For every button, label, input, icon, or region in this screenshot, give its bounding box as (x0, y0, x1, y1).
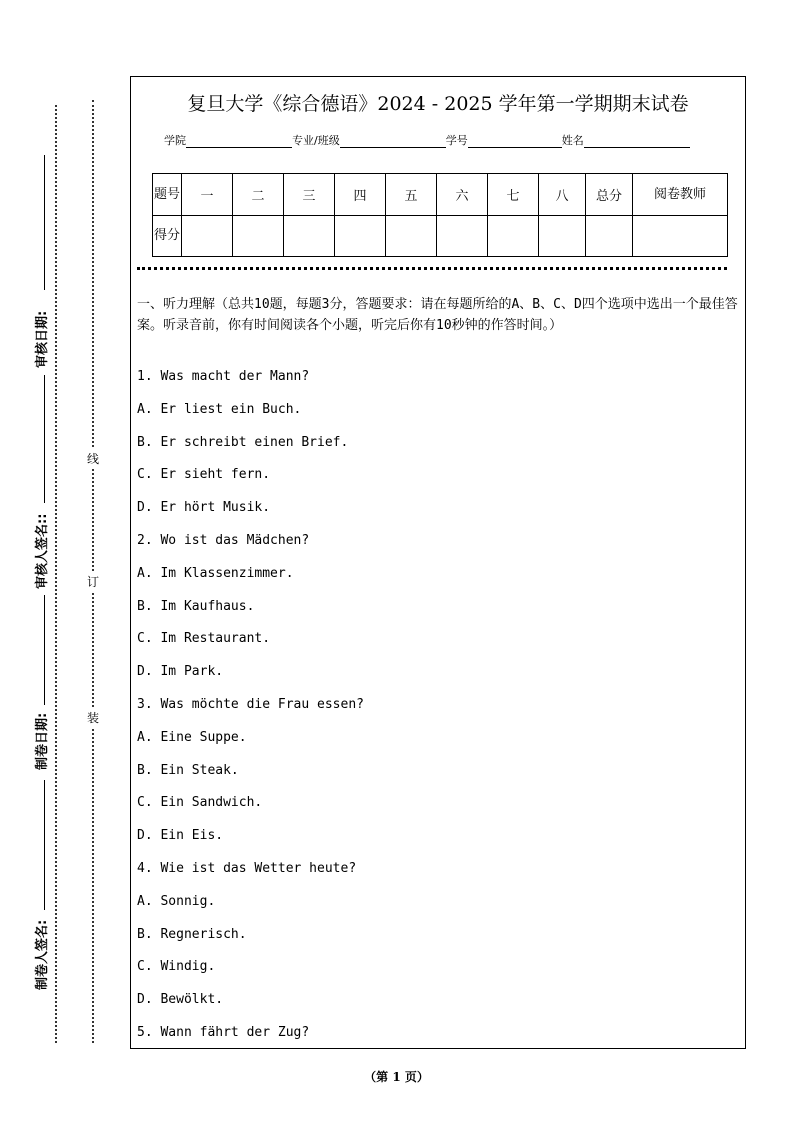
answer-option: A. Sonnig. (137, 893, 216, 909)
answer-option: C. Windig. (137, 959, 216, 975)
col-4: 四 (335, 174, 386, 216)
score-cell[interactable] (233, 216, 284, 257)
reviewer-sign-label: 审核人签名:: (35, 513, 50, 589)
col-grader: 阅卷教师 (633, 174, 728, 216)
score-cell[interactable] (488, 216, 539, 257)
answer-option: A. Im Klassenzimmer. (137, 565, 294, 581)
page-footer: （第 1 页） (364, 1070, 429, 1084)
col-6: 六 (437, 174, 488, 216)
answer-option: A. Eine Suppe. (137, 729, 247, 745)
answer-option: D. Ein Eis. (137, 828, 224, 844)
score-cell[interactable] (386, 216, 437, 257)
col-2: 二 (233, 174, 284, 216)
question-stem: 4. Wie ist das Wetter heute? (137, 861, 357, 876)
answer-option: D. Bewölkt. (137, 992, 224, 1008)
score-cell[interactable] (335, 216, 386, 257)
name-label: 姓名 (561, 134, 584, 147)
col-8: 八 (539, 174, 586, 216)
student-info-row (164, 132, 690, 148)
answer-option: C. Er sieht fern. (137, 467, 271, 483)
make-date-label: 制卷日期: (35, 712, 50, 770)
answer-option: D. Im Park. (137, 664, 224, 680)
question-stem: 5. Wann fährt der Zug? (137, 1025, 310, 1040)
col-3: 三 (284, 174, 335, 216)
answer-option: B. Im Kaufhaus. (137, 598, 255, 614)
answer-option: D. Er hört Musik. (137, 500, 271, 516)
score-cell-grader[interactable] (633, 216, 728, 257)
exam-frame (130, 76, 746, 1049)
binding-dotted-line-outer (55, 105, 57, 1043)
col-total: 总分 (586, 174, 633, 216)
row-label-question: 题号 (153, 174, 182, 216)
question-stem: 3. Was möchte die Frau essen? (137, 697, 364, 712)
score-cell[interactable] (182, 216, 233, 257)
score-table-score-row (153, 216, 728, 257)
row-label-score: 得分 (153, 216, 182, 257)
exam-title: 复旦大学《综合德语》2024 - 2025 学年第一学期期末试卷 (187, 93, 689, 115)
review-date-label: 审核日期: (35, 310, 50, 368)
answer-option: C. Im Restaurant. (137, 631, 271, 647)
score-table (152, 173, 728, 257)
answer-option: B. Ein Steak. (137, 762, 239, 778)
score-cell-total[interactable] (586, 216, 633, 257)
seal-bind-char: 订 (87, 571, 99, 592)
major-label: 专业/班级 (292, 134, 340, 147)
seal-fold-char: 装 (87, 707, 99, 728)
question-stem: 2. Wo ist das Mädchen? (137, 533, 310, 548)
section-intro: 一、听力理解（总共10题，每题3分，答题要求：请在每题所给的A、B、C、D四个选项中选出一个最佳答案。听录音前，你有时间阅读各个小题，听完后你有10秒钟的作答时间。） (137, 297, 738, 333)
reviewer-sign-line (44, 375, 45, 503)
score-cell[interactable] (284, 216, 335, 257)
col-7: 七 (488, 174, 539, 216)
answer-option: B. Regnerisch. (137, 926, 247, 942)
score-cell[interactable] (539, 216, 586, 257)
answer-option: C. Ein Sandwich. (137, 795, 263, 811)
question-stem: 1. Was macht der Mann? (137, 369, 310, 384)
col-5: 五 (386, 174, 437, 216)
student-no-field[interactable] (468, 135, 562, 148)
dotted-separator (137, 267, 727, 270)
name-field[interactable] (584, 135, 690, 148)
maker-sign-label: 制卷人签名: (35, 919, 50, 990)
seal-line-char: 线 (87, 448, 99, 469)
answer-option: B. Er schreibt einen Brief. (137, 434, 349, 450)
college-field[interactable] (186, 135, 292, 148)
col-1: 一 (182, 174, 233, 216)
college-label: 学院 (164, 134, 186, 147)
review-date-line (44, 155, 45, 290)
make-date-line (44, 595, 45, 705)
score-cell[interactable] (437, 216, 488, 257)
answer-option: A. Er liest ein Buch. (137, 401, 302, 417)
maker-sign-line (44, 780, 45, 910)
score-table-header-row (153, 174, 728, 216)
major-field[interactable] (340, 135, 446, 148)
student-no-label: 学号 (445, 134, 468, 147)
